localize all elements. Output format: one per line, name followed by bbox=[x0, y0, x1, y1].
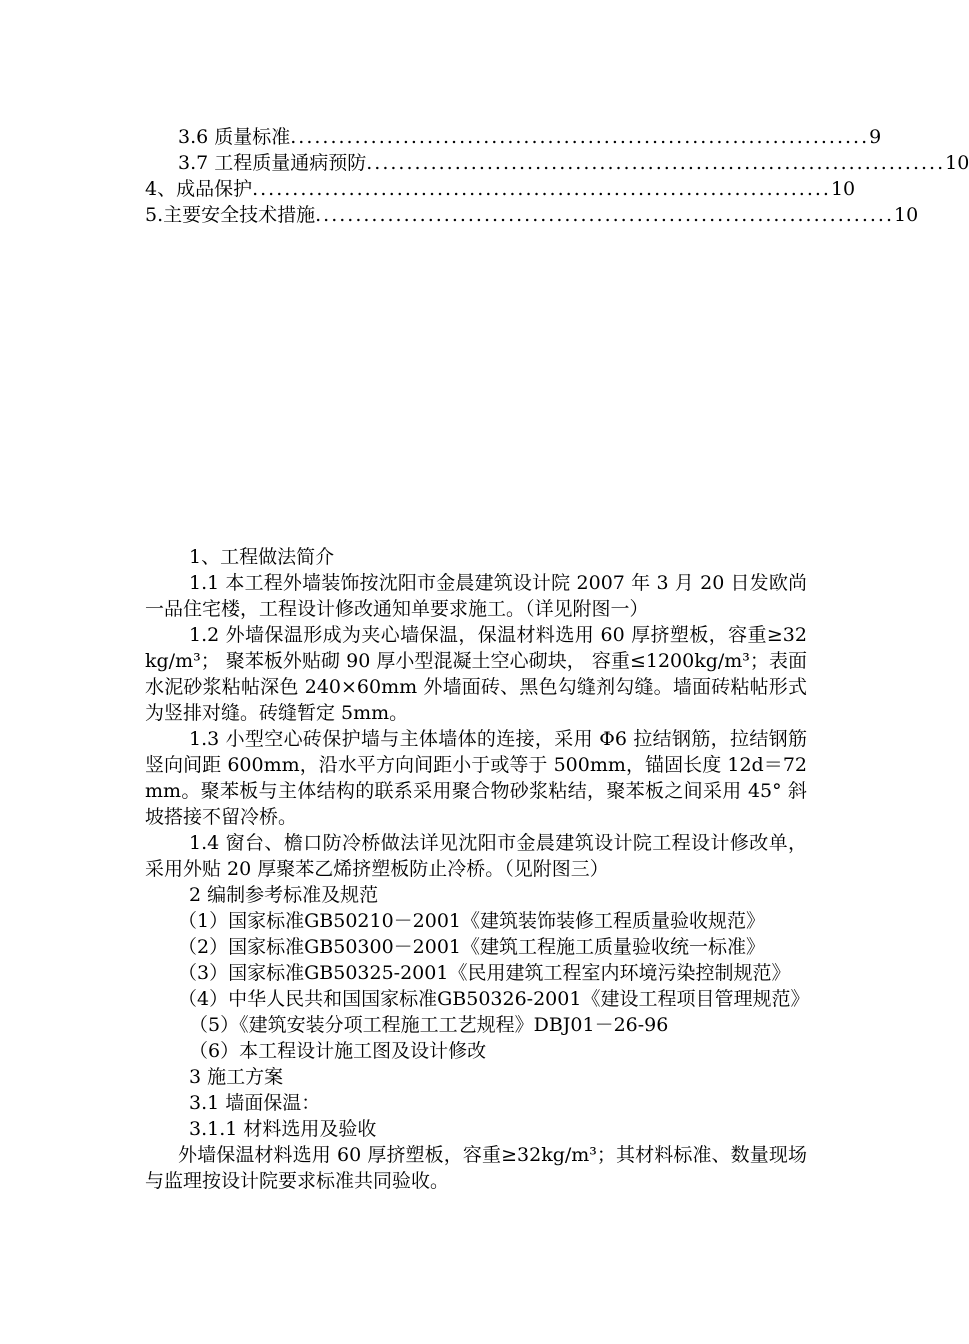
toc-entry-text: 4、成品保护 bbox=[145, 178, 253, 200]
toc-entry-3-7[interactable] bbox=[145, 150, 969, 176]
section-heading-3: 3 施工方案 bbox=[189, 1066, 284, 1088]
paragraph-3-1-1: 外墙保温材料选用 60 厚挤塑板，容重≥32kg/m³；其材料标准、数量现场与监理按设计院要求标准共同验收。 bbox=[145, 1144, 807, 1192]
toc-entry-5[interactable] bbox=[145, 202, 919, 228]
toc-leader-dots: ........................................................................ bbox=[290, 126, 870, 148]
subsection-heading-3-1: 3.1 墙面保温： bbox=[189, 1092, 321, 1114]
toc-entry-3-6[interactable] bbox=[145, 124, 882, 150]
paragraph-1-4: 1.4 窗台、檐口防冷桥做法详见沈阳市金晨建筑设计院工程设计修改单，采用外贴 20 厚聚苯乙烯挤塑板防止冷桥。（见附图三） bbox=[145, 832, 807, 880]
toc-entry-page: 10 bbox=[945, 152, 969, 174]
section-heading-2: 2 编制参考标准及规范 bbox=[189, 884, 379, 906]
toc-entry-text: 5.主要安全技术措施 bbox=[145, 204, 316, 226]
toc-entry-page: 9 bbox=[869, 126, 882, 148]
reference-item-1: （1）国家标准GB50210－2001《建筑装饰装修工程质量验收规范》 bbox=[178, 910, 766, 932]
table-of-contents bbox=[145, 124, 969, 228]
reference-item-2: （2）国家标准GB50300－2001《建筑工程施工质量验收统一标准》 bbox=[178, 936, 766, 958]
reference-item-3: （3）国家标准GB50325-2001《民用建筑工程室内环境污染控制规范》 bbox=[178, 962, 791, 984]
toc-leader-dots: ........................................................................ bbox=[366, 152, 946, 174]
toc-leader-dots: ........................................................................ bbox=[252, 178, 831, 200]
toc-leader-dots: ........................................................................ bbox=[315, 204, 894, 226]
toc-entry-text: 3.6 质量标准 bbox=[178, 126, 291, 148]
toc-entry-page: 10 bbox=[894, 204, 919, 226]
reference-item-5: （5）《建筑安装分项工程施工工艺规程》DBJ01－26-96 bbox=[189, 1014, 669, 1036]
paragraph-1-3: 1.3 小型空心砖保护墙与主体墙体的连接，采用 Φ6 拉结钢筋，拉结钢筋竖向间距 600mm，沿水平方向间距小于或等于 500mm，锚固长度 12d＝72mm。聚苯板与主体结构的联系采用聚合物砂浆粘结，聚苯板之间采用 45° 斜坡搭接不留冷桥。 bbox=[145, 728, 807, 828]
reference-item-6: （6）本工程设计施工图及设计修改 bbox=[189, 1040, 487, 1062]
paragraph-1-1: 1.1 本工程外墙装饰按沈阳市金晨建筑设计院 2007 年 3 月 20 日发欧尚一品住宅楼，工程设计修改通知单要求施工。（详见附图一） bbox=[145, 572, 807, 620]
toc-entry-text: 3.7 工程质量通病预防 bbox=[178, 152, 367, 174]
toc-entry-4[interactable] bbox=[145, 176, 856, 202]
document-body bbox=[145, 544, 810, 1194]
toc-entry-page: 10 bbox=[830, 178, 856, 200]
section-heading-1: 1、工程做法简介 bbox=[189, 546, 335, 568]
subsection-heading-3-1-1: 3.1.1 材料选用及验收 bbox=[189, 1118, 377, 1140]
reference-item-4: （4）中华人民共和国国家标准GB50326-2001《建设工程项目管理规范》 bbox=[178, 988, 810, 1010]
paragraph-1-2: 1.2 外墙保温形成为夹心墙保温，保温材料选用 60 厚挤塑板，容重≥32kg/m³； 聚苯板外贴砌 90 厚小型混凝土空心砌块， 容重≤1200kg/m³；表面水泥砂浆粘帖深色 240×60mm 外墙面砖、黑色勾缝剂勾缝。墙面砖粘帖形式为竖排对缝。砖缝暂定 5mm。 bbox=[145, 624, 807, 724]
